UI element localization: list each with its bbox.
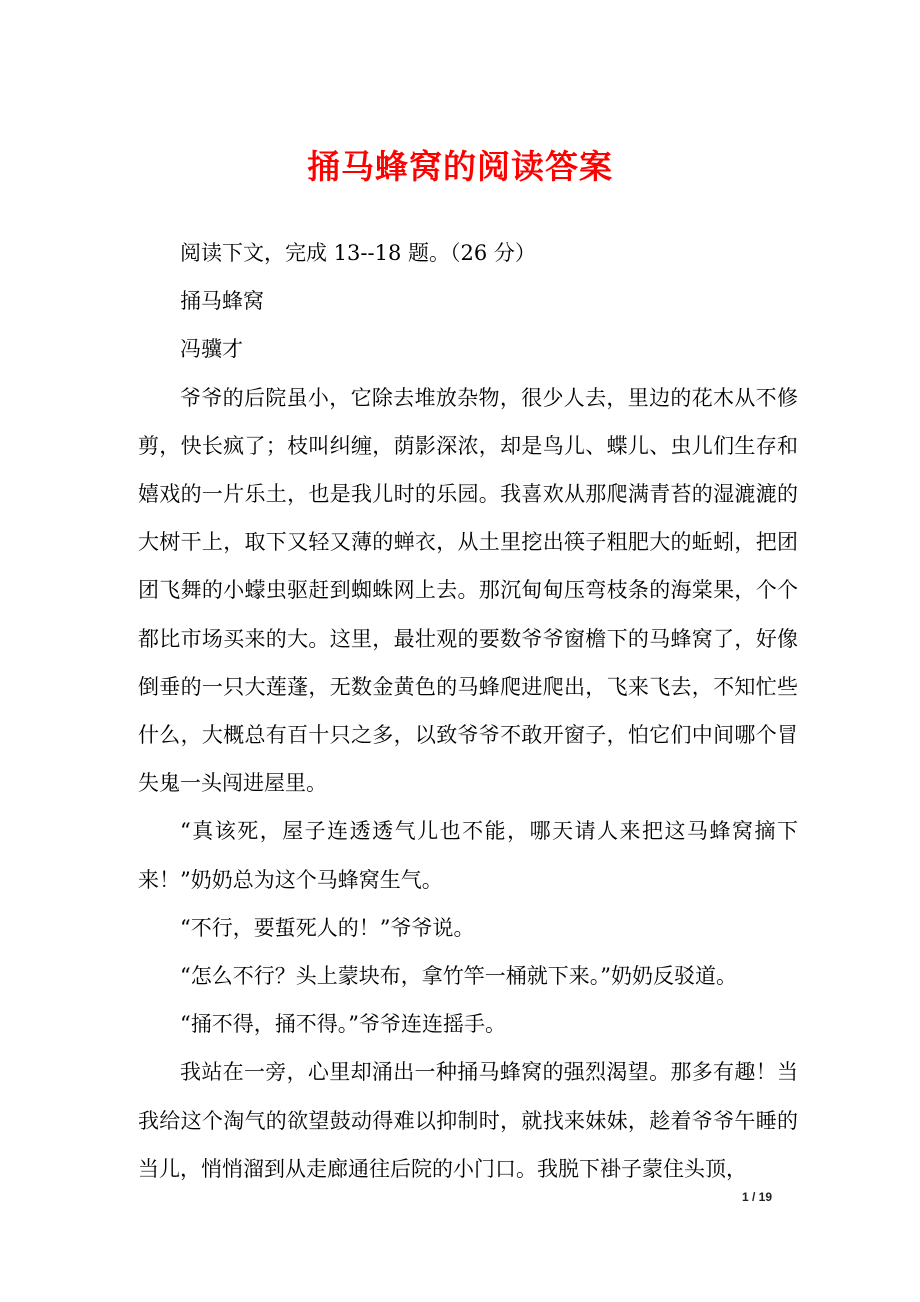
- paragraph-instructions: 阅读下文，完成 13--18 题。（26 分）: [180, 241, 536, 265]
- paragraph-backyard: 爷爷的后院虽小，它除去堆放杂物，很少人去，里边的花木从不修剪，快长疯了；枝叫纠缠，荫影深浓，却是鸟儿、蝶儿、虫儿们生存和嬉戏的一片乐土，也是我儿时的乐园。我喜欢从那爬满青苔的湿漉漉的大树干上，取下又轻又薄的蝉衣，从土里挖出筷子粗肥大的蚯蚓，把团团飞舞的小蠓虫驱赶到蜘蛛网上去。那沉甸甸压弯枝条的海棠果，个个都比市场买来的大。这里，最壮观的要数爷爷窗檐下的马蜂窝了，好像倒垂的一只大莲蓬，无数金黄色的马蜂爬进爬出，飞来飞去，不知忙些什么，大概总有百十只之多，以致爷爷不敢开窗子，怕它们中间哪个冒失鬼一头闯进屋里。: [138, 385, 798, 796]
- paragraph-author: 冯骥才: [180, 337, 243, 362]
- paragraph-story-title: 捅马蜂窝: [180, 289, 264, 314]
- paragraph-grandpa-refusal: “捅不得，捅不得。”爷爷连连摇手。: [180, 1012, 506, 1037]
- document-title: 捅马蜂窝的阅读答案: [307, 147, 613, 186]
- paragraph-grandpa-warning: “不行，要蜇死人的！”爷爷说。: [180, 915, 475, 940]
- page-indicator: 1 / 19: [742, 1190, 773, 1204]
- paragraph-grandma-retort: “怎么不行？头上蒙块布，拿竹竿一桶就下来。”奶奶反驳道。: [180, 964, 737, 989]
- paragraph-grandma-complaint: “真该死，屋子连透透气儿也不能，哪天请人来把这马蜂窝摘下来！”奶奶总为这个马蜂窝生气。: [138, 819, 798, 892]
- document-body: [138, 229, 798, 1193]
- paragraph-narrator-desire: 我站在一旁，心里却涌出一种捅马蜂窝的强烈渴望。那多有趣！当我给这个淘气的欲望鼓动得难以抑制时，就找来妹妹，趁着爷爷午睡的当儿，悄悄溜到从走廊通往后院的小门口。我脱下褂子蒙住头顶，: [138, 1060, 798, 1181]
